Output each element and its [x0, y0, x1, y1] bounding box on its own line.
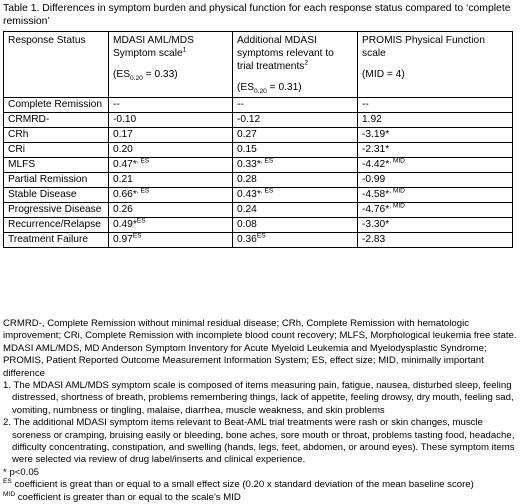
table-cell: 0.21	[109, 173, 233, 188]
table-row	[4, 188, 513, 203]
table-cell: 0.27	[233, 128, 358, 143]
table-cell: -4.58*$^{, MID}$	[358, 188, 513, 203]
table-cell: --	[233, 98, 358, 113]
table-cell: Progressive Disease	[4, 203, 109, 218]
header-additional-mdasi-symptoms: Additional MDASI symptoms relevant to trial treatments$^2$ $(ES_{0.20} = 0.31)$	[233, 32, 358, 98]
table-cell: -4.42*$^{, MID}$	[358, 158, 513, 173]
table-cell: MLFS	[4, 158, 109, 173]
table-row	[4, 98, 513, 113]
table-cell: 0.17	[109, 128, 233, 143]
table-cell: Recurrence/Relapse	[4, 218, 109, 233]
table-cell: 0.15	[233, 143, 358, 158]
table-cell: Complete Remission	[4, 98, 109, 113]
table-cell: 0.26	[109, 203, 233, 218]
footnote-2: 2. The additional MDASI symptom items relevant to Beat-AML trial treatments were rash or skin changes, muscle soreness or cramping, bruising easily or bleeding, bone aches, sore mouth or throat, problems tasting food, headache, difficulty concentrating, constipation, and swelling (hands, legs, feet, abdomen, or around eyes). These symptom items were selected via review of drug label/inserts and clinical experience.	[3, 417, 515, 466]
table-cell: -0.10	[109, 113, 233, 128]
table-header-row	[4, 32, 513, 98]
table-cell: -0.99	[358, 173, 513, 188]
footnote-mid: $^{MID}$ coefficient is greater than or equal to the scale’s MID	[3, 490, 241, 503]
table-cell: -4.76*$^{, MID}$	[358, 203, 513, 218]
header-response-status: Response Status	[4, 32, 109, 98]
table-row	[4, 173, 513, 188]
table-cell: 0.66*$^{, ES}$	[109, 188, 233, 203]
footnote-effect-size: $^{ES}$ coefficient is great than or equal to a small effect size (0.20 x standard deviation of the mean baseline score)	[3, 478, 474, 491]
table-cell: 0.20	[109, 143, 233, 158]
footnote-significance: * p<0.05	[3, 466, 40, 478]
table-cell: $0.97^{ES}$	[109, 233, 233, 248]
table-cell: 0.47*$^{, ES}$	[109, 158, 233, 173]
table-cell: Partial Remission	[4, 173, 109, 188]
table-row	[4, 113, 513, 128]
results-table	[3, 31, 513, 248]
table-cell: Treatment Failure	[4, 233, 109, 248]
table-cell: --	[358, 98, 513, 113]
table-cell: -0.12	[233, 113, 358, 128]
table-cell: -2.31*	[358, 143, 513, 158]
table-cell: 0.28	[233, 173, 358, 188]
table-cell: -3.19*	[358, 128, 513, 143]
table-cell: $0.36^{ES}$	[233, 233, 358, 248]
table-row	[4, 218, 513, 233]
table-title: Table 1. Differences in symptom burden and physical function for each response status compared to ‘complete remission’	[3, 3, 511, 27]
header-mdasi-symptom-scale: MDASI AML/MDS Symptom scale$^1$ $(ES_{0.20} = 0.33)$	[109, 32, 233, 98]
table-cell: CRh	[4, 128, 109, 143]
table-cell: 0.33*$^{, ES}$	[233, 158, 358, 173]
header-promis-physical-function: PROMIS Physical Function scale (MID = 4)	[358, 32, 513, 98]
table-cell: 0.08	[233, 218, 358, 233]
table-cell: CRi	[4, 143, 109, 158]
table-row	[4, 128, 513, 143]
table-cell: --	[109, 98, 233, 113]
table-cell: CRMRD-	[4, 113, 109, 128]
table-row	[4, 143, 513, 158]
abbreviations-note: CRMRD-, Complete Remission without minimal residual disease; CRh, Complete Remission with hematologic improvement; CRi, Complete Remission with incomplete blood count recovery; MLFS, Morphological leukemia free state. MDASI AML/MDS, MD Anderson Symptom Inventory for Acute Myeloid Leukemia and Myelodysplastic Syndrome; PROMIS, Patient Reported Outcome Measurement Information System; ES, effect size; MID, minimally important difference	[3, 318, 517, 379]
table-cell: Stable Disease	[4, 188, 109, 203]
table-row	[4, 233, 513, 248]
table-cell: 0.24	[233, 203, 358, 218]
table-body	[4, 98, 513, 248]
table-cell: -3.30*	[358, 218, 513, 233]
table-cell: 0.49*$^{ES}$	[109, 218, 233, 233]
footnote-1: 1. The MDASI AML/MDS symptom scale is composed of items measuring pain, fatigue, nausea, disturbed sleep, feeling distressed, shortness of breath, problems remembering things, lack of appetite, feeling drowsy, dry mouth, feeling sad, vomiting, numbness or tingling, malaise, diarrhea, muscle weakness, and skin problems	[3, 380, 514, 416]
table-cell: 0.43*$^{, ES}$	[233, 188, 358, 203]
table-footnotes	[3, 318, 517, 504]
table-cell: -2.83	[358, 233, 513, 248]
table-cell: 1.92	[358, 113, 513, 128]
table-row	[4, 158, 513, 173]
table-row	[4, 203, 513, 218]
